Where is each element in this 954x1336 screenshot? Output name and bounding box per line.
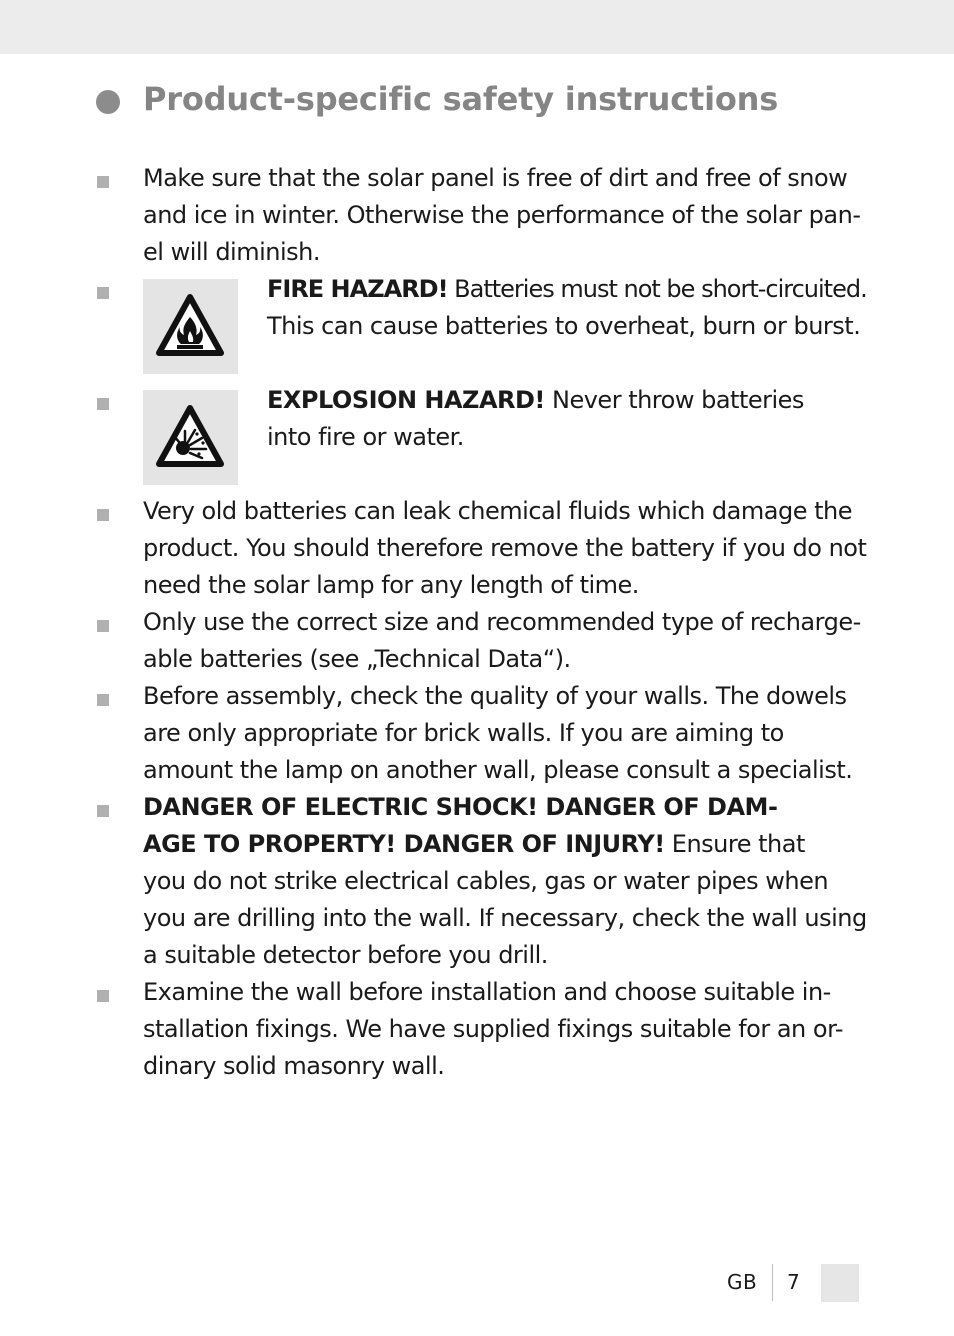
warning-label: DANGER OF ELECTRIC SHOCK! DANGER OF DAM- — [143, 793, 778, 821]
bullet-square-icon — [97, 620, 109, 632]
text-line — [143, 826, 867, 863]
text-line: you do not strike electrical cables, gas or water pipes when — [143, 867, 829, 895]
text-line: Make sure that the solar panel is free of dirt and free of snow — [143, 164, 848, 192]
bullet-square-icon — [97, 287, 109, 299]
text-fragment: Never throw batteries — [544, 386, 804, 414]
explosion-hazard-icon — [143, 390, 238, 485]
instruction-explosion-hazard — [267, 382, 804, 456]
bullet-square-icon — [97, 694, 109, 706]
text-fragment: Batteries must not be short-circuited. — [447, 275, 867, 303]
language-code: GB — [727, 1270, 758, 1294]
instruction-wall-quality — [143, 678, 852, 789]
bullet-square-icon — [97, 398, 109, 410]
fire-hazard-icon — [143, 279, 238, 374]
page-tab-marker — [821, 1264, 859, 1302]
bullet-square-icon — [97, 805, 109, 817]
bullet-square-icon — [97, 509, 109, 521]
text-line — [143, 789, 867, 826]
instruction-fire-hazard — [267, 271, 867, 345]
instruction-installation-fixings — [143, 974, 843, 1085]
text-line: dinary solid masonry wall. — [143, 1052, 445, 1080]
text-line: el will diminish. — [143, 238, 320, 266]
instruction-electric-shock — [143, 789, 867, 974]
top-band — [0, 0, 954, 54]
text-line: able batteries (see „Technical Data“). — [143, 645, 571, 673]
bullet-square-icon — [97, 176, 109, 188]
text-line: Before assembly, check the quality of your walls. The dowels — [143, 682, 847, 710]
page-number: 7 — [787, 1270, 800, 1294]
text-line: into fire or water. — [267, 423, 464, 451]
text-line: amount the lamp on another wall, please consult a specialist. — [143, 756, 853, 784]
text-line: Very old batteries can leak chemical fluids which damage the — [143, 497, 852, 525]
instruction-battery-type — [143, 604, 861, 678]
text-line: need the solar lamp for any length of time. — [143, 571, 639, 599]
text-line: Only use the correct size and recommended type of recharge- — [143, 608, 861, 636]
warning-label: AGE TO PROPERTY! DANGER OF INJURY! — [143, 830, 665, 858]
text-line: stallation fixings. We have supplied fixings suitable for an or- — [143, 1015, 844, 1043]
instruction-solar-panel — [143, 160, 861, 271]
footer-divider — [772, 1264, 773, 1301]
bullet-square-icon — [97, 990, 109, 1002]
text-line: you are drilling into the wall. If necessary, check the wall using — [143, 904, 867, 932]
warning-label: EXPLOSION HAZARD! — [267, 386, 545, 414]
text-line: a suitable detector before you drill. — [143, 941, 548, 969]
text-line — [267, 382, 804, 419]
heading-bullet-dot — [96, 90, 120, 114]
text-fragment: Ensure that — [664, 830, 805, 858]
text-line: are only appropriate for brick walls. If you are aiming to — [143, 719, 784, 747]
text-line: This can cause batteries to overheat, burn or burst. — [267, 312, 861, 340]
text-line — [267, 271, 867, 308]
text-line: product. You should therefore remove the battery if you do not — [143, 534, 867, 562]
instruction-old-batteries — [143, 493, 866, 604]
section-heading: Product-specific safety instructions — [143, 80, 779, 118]
text-line: and ice in winter. Otherwise the performance of the solar pan- — [143, 201, 861, 229]
warning-label: FIRE HAZARD! — [267, 275, 448, 303]
text-line: Examine the wall before installation and choose suitable in- — [143, 978, 831, 1006]
